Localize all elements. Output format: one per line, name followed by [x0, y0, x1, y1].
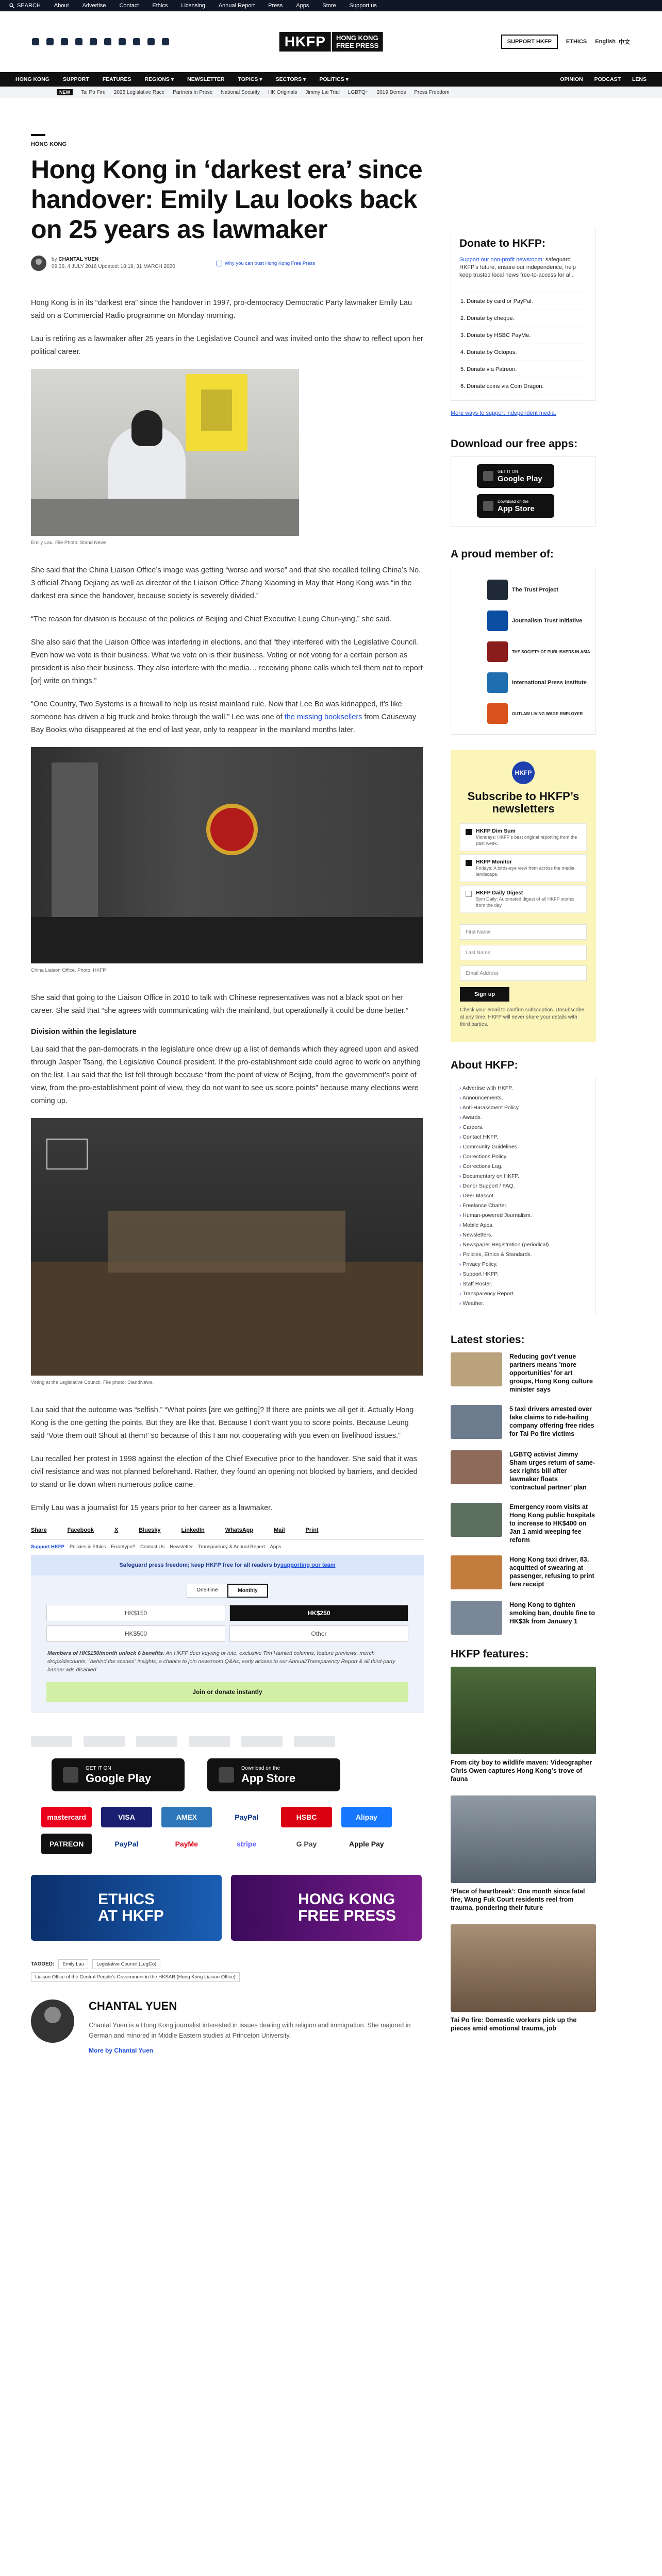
about-link[interactable]: › Support HKFP. [459, 1269, 587, 1279]
support-hkfp-button[interactable]: SUPPORT HKFP [501, 35, 558, 49]
option-title: HKFP Daily Digest [476, 890, 523, 896]
amount-option[interactable]: HK$150 [46, 1605, 225, 1621]
member-logos [451, 567, 596, 735]
ipi-logo [487, 672, 508, 693]
amount-option-other[interactable]: Other [229, 1625, 408, 1642]
category-bar [31, 134, 45, 136]
living-wage-badge[interactable] [241, 1736, 283, 1747]
member-ipi[interactable] [487, 667, 595, 698]
latest-story[interactable] [451, 1555, 596, 1589]
donate-method[interactable]: 5. Donate via Patreon. [459, 361, 587, 378]
paragraph: She also said that the Liaison Office was interfering in elections, and that “they interfered with the Legislative Council. Even how we vote is their business. What we vote on is their business. Voting or not voting for a certain person as president is also their business. They also interfere with the media… receiving phone calls which tell them not to report [or] write on things.” [31, 638, 423, 685]
jti-badge[interactable] [84, 1736, 125, 1747]
story-thumbnail [451, 1555, 502, 1589]
as-big: App Store [241, 1772, 296, 1785]
payme-logo: PayMe [161, 1834, 212, 1854]
donation-box [31, 1555, 424, 1713]
search-icon [9, 3, 14, 8]
byline [31, 256, 424, 271]
story-thumbnail [451, 1503, 502, 1537]
about-heading: About HKFP: [451, 1059, 518, 1071]
author-photo[interactable] [31, 1999, 74, 2043]
share-linkedin[interactable]: LinkedIn [181, 1527, 205, 1533]
latest-story[interactable] [451, 1601, 596, 1635]
language-switch [595, 38, 630, 46]
patreon-logo: PATREON [41, 1834, 92, 1854]
as-small: Download on the [241, 1766, 280, 1771]
about-link[interactable]: › Corrections Policy. [459, 1152, 587, 1162]
about-link[interactable]: › Newspaper Registration (periodical). [459, 1240, 587, 1250]
member-label: OUTLAW LIVING WAGE EMPLOYER [512, 711, 583, 716]
app-store-button[interactable] [207, 1758, 340, 1791]
signup-button[interactable]: Sign up [460, 987, 509, 1002]
nav-right [560, 76, 647, 82]
standnews-watermark [46, 1139, 88, 1170]
story-thumbnail [451, 1352, 502, 1386]
share-mail[interactable]: Mail [274, 1527, 285, 1533]
sidebar [451, 227, 596, 2045]
top-link-support[interactable]: Support us [349, 3, 377, 9]
trust-link[interactable] [217, 261, 315, 266]
site-logo[interactable] [279, 32, 383, 52]
nav-podcast[interactable]: PODCAST [594, 76, 621, 82]
trending-link[interactable]: Jimmy Lai Trial [305, 89, 340, 95]
share-x[interactable]: X [114, 1527, 119, 1533]
nav-newsletter[interactable]: NEWSLETTER [187, 76, 225, 82]
first-name-input[interactable]: First Name [460, 924, 587, 940]
rss-icon[interactable] [162, 38, 169, 45]
tagged-label: TAGGED: [31, 1961, 55, 1967]
author-link[interactable]: CHANTAL YUEN [58, 257, 99, 262]
logo-name-line2: FREE PRESS [336, 42, 379, 49]
logo-name [331, 32, 383, 52]
google-play-button[interactable] [52, 1758, 185, 1791]
story-title: Hong Kong to tighten smoking ban, double fine to HK$3k from January 1 [509, 1601, 595, 1625]
about-link[interactable]: › Anti-Harassment Policy. [459, 1103, 587, 1113]
x-icon[interactable] [46, 38, 54, 45]
paragraph: Emily Lau was a journalist for 15 years prior to her career as a lawmaker. [31, 1504, 273, 1512]
freq-one-time[interactable]: One-time [187, 1584, 227, 1598]
promo-line1: HONG KONG [298, 1891, 395, 1908]
hsbc-logo: HSBC [281, 1807, 332, 1827]
about-link[interactable]: › Announcements. [459, 1093, 587, 1103]
nav-topics[interactable]: TOPICS ▾ [238, 76, 262, 82]
article-category[interactable]: HONG KONG [31, 141, 67, 147]
payment-methods [41, 1807, 392, 1854]
google-play-icon [63, 1767, 78, 1783]
about-link[interactable]: › Awards. [459, 1113, 587, 1123]
trending-link[interactable]: HK Originals [268, 89, 297, 95]
footer-link[interactable]: Transparency & Annual Report [198, 1544, 265, 1550]
author-box [31, 1999, 424, 2055]
top-utility-bar [0, 0, 662, 11]
email-input[interactable]: Email Address [460, 965, 587, 981]
donate-card [451, 227, 596, 401]
bluesky-icon[interactable] [75, 38, 82, 45]
top-link-advertise[interactable]: Advertise [82, 3, 106, 9]
paragraph: Lau said that the outcome was “selfish.” “What points [are we getting]? If there are points we all get it. Actually Hong Kong is the one getting the points. But they are like that. Because I don’t want you to score points. Because Leung said ‘Vote them out! Shout at them!’ so because of this I am not cooperating with you even on livelihood issues.” [31, 1406, 414, 1440]
story-title: 5 taxi drivers arrested over fake claims to ride-hailing company offering free rides for Tai Po fire victims [509, 1405, 594, 1437]
gp-small: GET IT ON [498, 469, 518, 474]
trust-project-badge[interactable] [31, 1736, 72, 1747]
story-title: Emergency room visits at Hong Kong public hospitals to increase to HK$400 on Jan 1 amid weeping fee reform [509, 1503, 595, 1544]
about-link[interactable]: › Mobile Apps. [459, 1221, 587, 1230]
donation-benefits [47, 1649, 407, 1674]
about-link[interactable]: › Advertise with HKFP. [459, 1083, 587, 1093]
author-avatar[interactable] [31, 256, 46, 271]
member-label: Journalism Trust Initiative [512, 617, 583, 624]
paypal-logo: PayPal [221, 1807, 272, 1827]
tag-link[interactable]: Liaison Office of the Central People's Government in the HKSAR (Hong Kong Liaison Office) [31, 1972, 240, 1982]
about-link[interactable]: › Weather. [459, 1299, 587, 1309]
share-facebook[interactable]: Facebook [67, 1527, 94, 1533]
about-link[interactable]: › Careers. [459, 1123, 587, 1132]
telegram-icon[interactable] [147, 38, 155, 45]
whatsapp-icon[interactable] [133, 38, 140, 45]
feature-image [451, 1924, 596, 2012]
nav-sectors[interactable]: SECTORS ▾ [275, 76, 306, 82]
more-ways-link[interactable]: More ways to support independent media. [451, 410, 556, 416]
story-title: Reducing gov't venue partners means 'more opportunities' for art groups, Hong Kong culture minister says [509, 1353, 593, 1393]
as-small: Download on the [498, 499, 529, 504]
member-label: THE SOCIETY OF PUBLISHERS IN ASIA [512, 649, 590, 654]
logo-mark: HKFP [279, 32, 331, 52]
figure-caption: Emily Lau. File Photo: Stand News. [31, 540, 108, 546]
sopa-badge[interactable] [136, 1736, 177, 1747]
youtube-icon[interactable] [104, 38, 111, 45]
latest-story[interactable] [451, 1405, 596, 1439]
donate-method[interactable]: 4. Donate by Octopus. [459, 344, 587, 361]
apple-icon [483, 501, 493, 511]
members-heading: A proud member of: [451, 548, 554, 560]
ethics-promo[interactable] [31, 1875, 222, 1941]
lang-chinese[interactable]: 中文 [619, 39, 630, 45]
footer-link[interactable]: Newsletter [170, 1544, 193, 1550]
mastercard-logo: mastercard [41, 1807, 92, 1827]
newsletter-signup [451, 750, 596, 1042]
trending-link[interactable]: Tai Po Fire [81, 89, 106, 95]
amount-option[interactable]: HK$500 [46, 1625, 225, 1642]
about-link[interactable]: › Staff Roster. [459, 1279, 587, 1289]
newsletter-logo: HKFP [512, 761, 535, 784]
figure-legco-voting [31, 1118, 423, 1376]
author-bio: Chantal Yuen is a Hong Kong journalist interested in issues dealing with religion and immigration. She majored in German and minored in Middle Eastern studies at Princeton University. [89, 2022, 411, 2039]
figure-liaison-office [31, 747, 423, 963]
promo-line2: FREE PRESS [298, 1907, 396, 1924]
option-title: HKFP Monitor [476, 859, 512, 865]
trust-label: Why you can trust Hong Kong Free Press [224, 260, 316, 266]
brand-header [0, 11, 662, 72]
more-by-author-link[interactable]: More by Chantal Yuen [89, 2047, 154, 2054]
article-footer-links [31, 1539, 424, 1550]
top-link-ethics[interactable]: Ethics [152, 3, 168, 9]
tag-link[interactable]: Emily Lau [58, 1959, 88, 1969]
jti-logo [487, 611, 508, 631]
nav-features[interactable]: FEATURES [102, 76, 131, 82]
trending-link[interactable]: Press Freedom [414, 89, 450, 95]
top-link-annual-report[interactable]: Annual Report [218, 3, 255, 9]
stripe-logo: stripe [221, 1834, 272, 1854]
gp-big: Google Play [86, 1772, 152, 1785]
donate-heading: Donate to HKFP: [459, 238, 545, 249]
paragraph-text: “One Country, Two Systems is a firewall to help us resist mainland rule. Now that Lee Bo was kidnapped, it’s like someone has driven a big truck and broke through the wall.” Lee was one of [31, 700, 402, 721]
features-heading: HKFP features: [451, 1648, 529, 1660]
donate-intro [459, 256, 587, 279]
nav-hong-kong[interactable]: HONG KONG [15, 76, 49, 82]
section-subheading: Division within the legislature [31, 1028, 137, 1036]
latest-story[interactable] [451, 1352, 596, 1394]
tags-row [31, 1959, 424, 1969]
donate-methods [459, 293, 587, 395]
top-link-licensing[interactable]: Licensing [181, 3, 205, 9]
alipay-logo: Alipay [341, 1807, 392, 1827]
lang-english[interactable]: English [595, 39, 616, 45]
donation-header-text: Safeguard press freedom; keep HKFP free for all readers by [119, 1562, 280, 1568]
donation-header-link[interactable]: supporting our team [280, 1562, 336, 1568]
about-link[interactable]: › Human-powered Journalism. [459, 1211, 587, 1221]
sidebar-apps [451, 456, 596, 527]
facebook-icon[interactable] [32, 38, 39, 45]
ethics-link[interactable]: ETHICS [566, 39, 587, 45]
feature-title: ‘Place of heartbreak’: One month since fatal fire, Wang Fuk Court residents reel from trauma, pondering their future [451, 1888, 585, 1911]
about-link[interactable]: › Contact HKFP. [459, 1132, 587, 1142]
as-big: App Store [498, 504, 535, 513]
member-jti[interactable] [487, 605, 595, 636]
donation-frequency [31, 1584, 424, 1598]
trust-icon [217, 261, 222, 266]
visa-logo: VISA [101, 1807, 152, 1827]
byline-meta [52, 256, 175, 270]
top-link-contact[interactable]: Contact [119, 3, 139, 9]
search-link[interactable] [9, 3, 41, 9]
emblem-shape [206, 804, 258, 855]
paragraph: Lau said that the pan-democrats in the legislature once drew up a list of demands which they agreed upon and asked through Jasper Tsang, the Legislative Council president. If the pro-establishment side could agree to work on anything on the list. Lau said that the list fell through because “from the point of view of Beijing, from the government’s point of view, from the pro-establishment point of view, they do not want to see us score points” because many elections were coming up. [31, 1045, 421, 1105]
benefits-lead: Members of HK$150/month unlock 6 benefits [47, 1650, 163, 1656]
app-store-button[interactable] [477, 494, 554, 518]
top-link-press[interactable]: Press [268, 3, 283, 9]
checkbox-checked[interactable] [466, 829, 472, 835]
byline-by: by [52, 257, 57, 262]
about-link[interactable]: › Corrections Log. [459, 1162, 587, 1172]
option-title: HKFP Dim Sum [476, 828, 516, 834]
app-store-badges [52, 1758, 424, 1791]
trending-link[interactable]: Partners in Prose [173, 89, 213, 95]
paragraph: Lau recalled her protest in 1998 against the election of the Chief Executive prior to the handover. She said that it was civil resistance and was not planned beforehand. Rather, they found an opening not blocked by barriers, and decided to stand or lie down when numerous police came. [31, 1455, 418, 1489]
tag-link[interactable]: Legislative Council (LegCo) [92, 1959, 160, 1969]
about-links [451, 1078, 596, 1315]
article [31, 134, 424, 2055]
nav-support[interactable]: SUPPORT [62, 76, 89, 82]
feature-title: Tai Po fire: Domestic workers pick up the pieces amid emotional trauma, job [451, 2016, 577, 2032]
trust-project-logo [487, 580, 508, 600]
checkbox[interactable] [466, 891, 472, 897]
threads-icon[interactable] [90, 38, 97, 45]
feature-story[interactable] [451, 1795, 596, 1912]
donate-method[interactable]: 2. Donate by cheque. [459, 310, 587, 327]
footer-link-support[interactable]: Support HKFP [31, 1544, 64, 1550]
ipi-badge[interactable] [189, 1736, 230, 1747]
logo-name-line1: HONG KONG [336, 34, 378, 42]
story-title: Hong Kong taxi driver, 83, acquitted of swearing at passenger, refusing to print fare receipt [509, 1556, 594, 1588]
brand-actions [501, 35, 630, 49]
latest-stories [451, 1352, 596, 1635]
google-play-button[interactable] [477, 464, 554, 488]
donate-intro-text: : safeguard HKFP's future, ensure our independence, help keep trusted local news free-to-access for all. [459, 257, 576, 278]
nav-lens[interactable]: LENS [632, 76, 647, 82]
freq-monthly[interactable]: Monthly [227, 1584, 268, 1598]
gp-small: GET IT ON [86, 1766, 111, 1771]
story-thumbnail [451, 1405, 502, 1439]
article-dates: 09:36, 4 JULY 2016 Updated: 18:19, 31 MARCH 2020 [52, 264, 175, 269]
option-desc: Fridays: A birds-eye view from across the media landscape. [476, 866, 575, 877]
promo-line2: AT HKFP [98, 1907, 164, 1924]
footer-link[interactable]: Apps [270, 1544, 282, 1550]
feature-image [451, 1795, 596, 1883]
main-navigation [0, 72, 662, 87]
trending-bar [0, 87, 662, 98]
about-link[interactable]: › Newsletters. [459, 1230, 587, 1240]
article-title: Hong Kong in ‘darkest era’ since handover: Emily Lau looks back on 25 years as lawmaker [31, 155, 423, 244]
latest-heading: Latest stories: [451, 1334, 525, 1346]
promo-banners [31, 1875, 424, 1941]
google-pay-logo: G Pay [281, 1834, 332, 1854]
donate-method[interactable]: 3. Donate by HSBC PayMe. [459, 327, 587, 344]
paragraph: She said that going to the Liaison Office in 2010 to talk with Chinese representatives was not a black spot on her career. She said that “she agrees with communicating with the mainland, but operationally it could be done better.” [31, 994, 408, 1015]
join-donate-button[interactable]: Join or donate instantly [46, 1682, 408, 1702]
affiliation-badges [31, 1736, 424, 1747]
promo-line1: ETHICS [98, 1891, 155, 1908]
footer-link[interactable]: Error/typo? [111, 1544, 136, 1550]
figure-caption: China Liaison Office. Photo: HKFP. [31, 968, 107, 973]
trending-link[interactable]: LGBTQ+ [347, 89, 369, 95]
instagram-icon[interactable] [61, 38, 68, 45]
top-link-store[interactable]: Store [322, 3, 336, 9]
footer-link[interactable]: Policies & Ethics [69, 1544, 106, 1550]
top-link-about[interactable]: About [54, 3, 69, 9]
about-link[interactable]: › Transparency Report. [459, 1289, 587, 1299]
donate-method[interactable]: 6. Donate coins via Coin Dragon. [459, 378, 587, 395]
newsletter-heading: Subscribe to HKFP’s newsletters [467, 790, 580, 815]
amex-logo: AMEX [161, 1807, 212, 1827]
member-label: The Trust Project [512, 586, 558, 593]
share-whatsapp[interactable]: WhatsApp [225, 1527, 254, 1533]
tags-row [31, 1972, 424, 1982]
story-thumbnail [451, 1450, 502, 1484]
footer-link[interactable]: Contact Us [140, 1544, 165, 1550]
latest-story[interactable] [451, 1450, 596, 1492]
hkfp-promo[interactable] [231, 1875, 422, 1941]
trending-link[interactable]: 2019 Demos [376, 89, 406, 95]
newsletter-option[interactable] [460, 823, 587, 851]
nav-politics[interactable]: POLITICS ▾ [319, 76, 349, 82]
author-name[interactable]: CHANTAL YUEN [89, 1999, 177, 2012]
last-name-input[interactable]: Last Name [460, 945, 587, 960]
member-trust-project[interactable] [487, 574, 595, 605]
latest-story[interactable] [451, 1503, 596, 1544]
member-living-wage[interactable] [487, 698, 595, 729]
linkedin-icon[interactable] [119, 38, 126, 45]
living-wage-logo [487, 703, 508, 724]
trending-link[interactable]: National Security [221, 89, 260, 95]
share-bluesky[interactable]: Bluesky [139, 1527, 161, 1533]
paypal-logo: PayPal [101, 1834, 152, 1854]
newsletter-option[interactable] [460, 854, 587, 882]
newsletter-option[interactable] [460, 885, 587, 913]
newsletter-fine-print: Check your email to confirm subscription. Unsubscribe at any time. HKFP will never share your details with third parties. [460, 1007, 585, 1027]
about-link[interactable]: › Policies, Ethics & Standards. [459, 1250, 587, 1260]
apple-icon [219, 1767, 234, 1783]
story-thumbnail [451, 1601, 502, 1635]
about-link[interactable]: › Deer Mascot. [459, 1191, 587, 1201]
option-desc: Mondays: HKFP's best original reporting from the past week. [476, 835, 577, 846]
sopa-logo [487, 641, 508, 662]
apps-heading: Download our free apps: [451, 438, 578, 450]
feature-story[interactable] [451, 1924, 596, 2032]
new-badge: NEW [57, 89, 73, 95]
story-title: LGBTQ activist Jimmy Sham urges return of same-sex rights bill after lawmaker floats ‘contractual partner’ plan [509, 1451, 595, 1491]
paragraph-text: from Causeway Bay Books who disappeared at the end of last year, only to reappear in the mainland months later. [31, 713, 417, 734]
feature-story[interactable] [451, 1667, 596, 1783]
member-sopa[interactable] [487, 636, 595, 667]
figure-caption: Voting at the Legislative Council. File photo: StandNews. [31, 1380, 154, 1385]
share-bar [31, 1525, 424, 1533]
paragraph: She said that the China Liaison Office’s image was getting “worse and worse” and that she recalled telling China’s No. 3 official Zhang Dejiang as well as director of the Liaison Office Zhang Xiaoming in May that Hong Kong was “in the darkest era since the handover, because society is severely divided.” [31, 566, 421, 600]
share-print[interactable]: Print [305, 1527, 319, 1533]
feature-title: From city boy to wildlife maven: Videographer Chris Owen captures Hong Kong’s trove of fauna [451, 1759, 592, 1783]
booksellers-link[interactable]: the missing booksellers [284, 713, 362, 721]
member-label: International Press Institute [512, 679, 587, 686]
paragraph: Hong Kong is in its “darkest era” since the handover in 1997, pro-democracy Democratic Party lawmaker Emily Lau said on a Commercial Radio programme on Monday morning. [31, 299, 412, 320]
google-play-icon [483, 471, 493, 481]
benefits-text: : An HKFP deer keyring or tote, exclusive Tim Hamlett columns, feature previews, merch drops/discounts, “behind the scenes” insights, a chance to join newsroom Q&As, early access to our Annual/Transparency Report & all third-party banner ads disabled. [47, 1650, 395, 1673]
trending-link[interactable]: 2025 Legislative Race [113, 89, 165, 95]
feature-image [451, 1667, 596, 1754]
social-links [32, 38, 169, 45]
donation-header [31, 1555, 424, 1575]
donate-intro-link[interactable]: Support our non-profit newsroom [459, 257, 542, 263]
nav-opinion[interactable]: OPINION [560, 76, 583, 82]
search-label: SEARCH [17, 3, 41, 9]
ethics-badge[interactable] [294, 1736, 335, 1747]
about-link[interactable]: › Community Guidelines. [459, 1142, 587, 1152]
donate-method[interactable]: 1. Donate by card or PayPal. [459, 293, 587, 310]
about-link[interactable]: › Donor Support / FAQ. [459, 1181, 587, 1191]
amount-option-selected[interactable]: HK$250 [229, 1605, 408, 1621]
checkbox-checked[interactable] [466, 860, 472, 866]
top-link-apps[interactable]: Apps [296, 3, 309, 9]
paragraph: Lau is retiring as a lawmaker after 25 years in the Legislative Council and was invited onto the show to reflect upon her political career. [31, 335, 423, 356]
gp-big: Google Play [498, 474, 542, 483]
paragraph [31, 698, 424, 737]
nav-regions[interactable]: REGIONS ▾ [144, 76, 174, 82]
share-button[interactable]: Share [31, 1527, 47, 1533]
donation-amounts [46, 1605, 408, 1642]
about-link[interactable]: › Privacy Policy. [459, 1260, 587, 1269]
paragraph: “The reason for division is because of the policies of Beijing and Chief Executive Leung Chun-ying,” she said. [31, 615, 392, 623]
figure-emily-lau [31, 369, 299, 536]
about-link[interactable]: › Documentary on HKFP. [459, 1172, 587, 1181]
about-link[interactable]: › Freelance Charter. [459, 1201, 587, 1211]
option-desc: 9pm Daily: Automated digest of all HKFP stories from the day. [476, 896, 575, 908]
apple-pay-logo: Apple Pay [341, 1834, 392, 1854]
